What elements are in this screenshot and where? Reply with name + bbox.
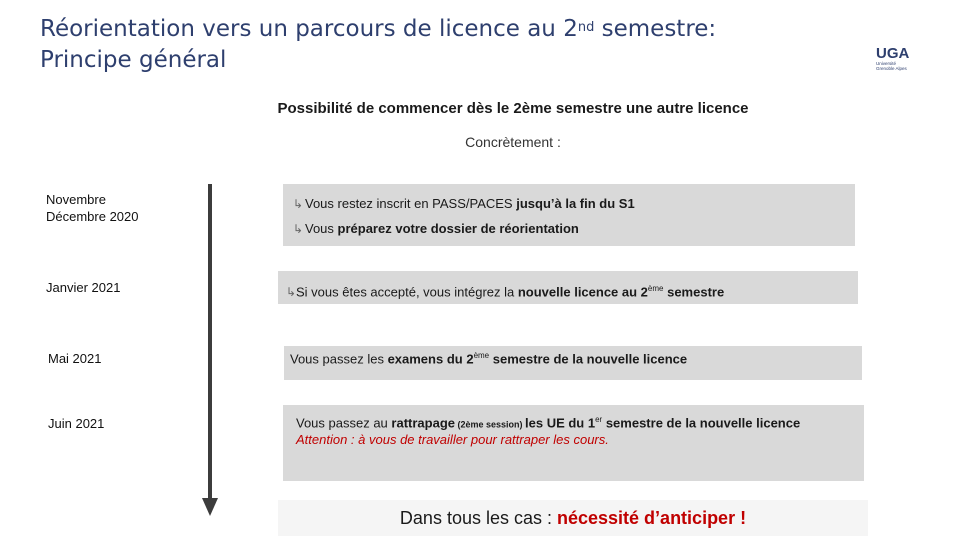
- step-4-bold2: les UE du 1: [525, 415, 596, 431]
- step-3-sup: ème: [473, 351, 490, 360]
- intro-text: Concrètement :: [465, 134, 561, 150]
- arrow-icon: ↳: [293, 222, 304, 236]
- step-1b-bold: préparez votre dossier de réorientation: [337, 221, 579, 236]
- step-1a: [293, 196, 635, 211]
- logo-mark: UGA: [876, 45, 910, 62]
- step-4-small: (2ème session): [454, 419, 526, 430]
- slide-title: [40, 14, 800, 76]
- arrow-icon: ↳: [293, 197, 304, 211]
- conclusion-box: [278, 500, 868, 536]
- step-4-text: Vous passez au: [296, 415, 392, 431]
- step-4-bold: rattrapage: [391, 415, 455, 431]
- step-1a-text: Vous restez inscrit en PASS/PACES: [305, 196, 517, 211]
- title-line1: Réorientation vers un parcours de licence au 2: [40, 16, 578, 42]
- step-box-4: [283, 405, 864, 481]
- step-3-bold: examens du 2: [387, 351, 474, 367]
- date-juin: Juin 2021: [48, 416, 105, 431]
- step-1b-text: Vous: [305, 221, 338, 236]
- warning-text: Attention : à vous de travailler pour rattraper les cours.: [296, 432, 609, 447]
- conclusion-text: Dans tous les cas :: [399, 508, 557, 528]
- arrow-icon: ↳: [286, 285, 297, 300]
- logo-sub1: Université: [876, 61, 897, 66]
- timeline-arrow-head: [202, 498, 218, 516]
- step-2-bold: nouvelle licence au 2: [517, 284, 648, 300]
- timeline-arrow-line: [208, 184, 212, 502]
- date-mai: Mai 2021: [48, 351, 102, 366]
- date-janvier: Janvier 2021: [46, 280, 121, 295]
- date-nov-dec: [46, 191, 139, 225]
- date-line2: Décembre 2020: [46, 209, 139, 224]
- title-line2: Principe général: [40, 47, 227, 73]
- step-2-bold2: semestre: [663, 284, 725, 300]
- step-1a-bold: jusqu’à la fin du S1: [516, 196, 635, 211]
- step-3-text: Vous passez les: [290, 351, 388, 367]
- step-1b: [293, 221, 579, 236]
- step-3-bold2: semestre de la nouvelle licence: [489, 351, 688, 367]
- subtitle: Possibilité de commencer dès le 2ème semestre une autre licence: [277, 100, 749, 117]
- step-2: [286, 284, 724, 299]
- uga-logo: [876, 46, 924, 78]
- title-sup: nd: [577, 20, 595, 35]
- step-4-bold3: semestre de la nouvelle licence: [602, 415, 801, 431]
- step-4-sup: er: [595, 415, 603, 424]
- date-line1: Novembre: [46, 192, 106, 207]
- step-3: [290, 351, 687, 366]
- step-box-1: [283, 184, 855, 246]
- step-2-text: Si vous êtes accepté, vous intégrez la: [296, 284, 518, 300]
- conclusion-emphasis: nécessité d’anticiper !: [557, 508, 747, 528]
- step-2-sup: ème: [647, 284, 664, 293]
- step-box-3: [284, 346, 862, 380]
- logo-sub2: Grenoble Alpes: [876, 66, 907, 71]
- title-line1-end: semestre:: [594, 16, 717, 42]
- step-4: [296, 415, 800, 430]
- step-box-2: [278, 271, 858, 304]
